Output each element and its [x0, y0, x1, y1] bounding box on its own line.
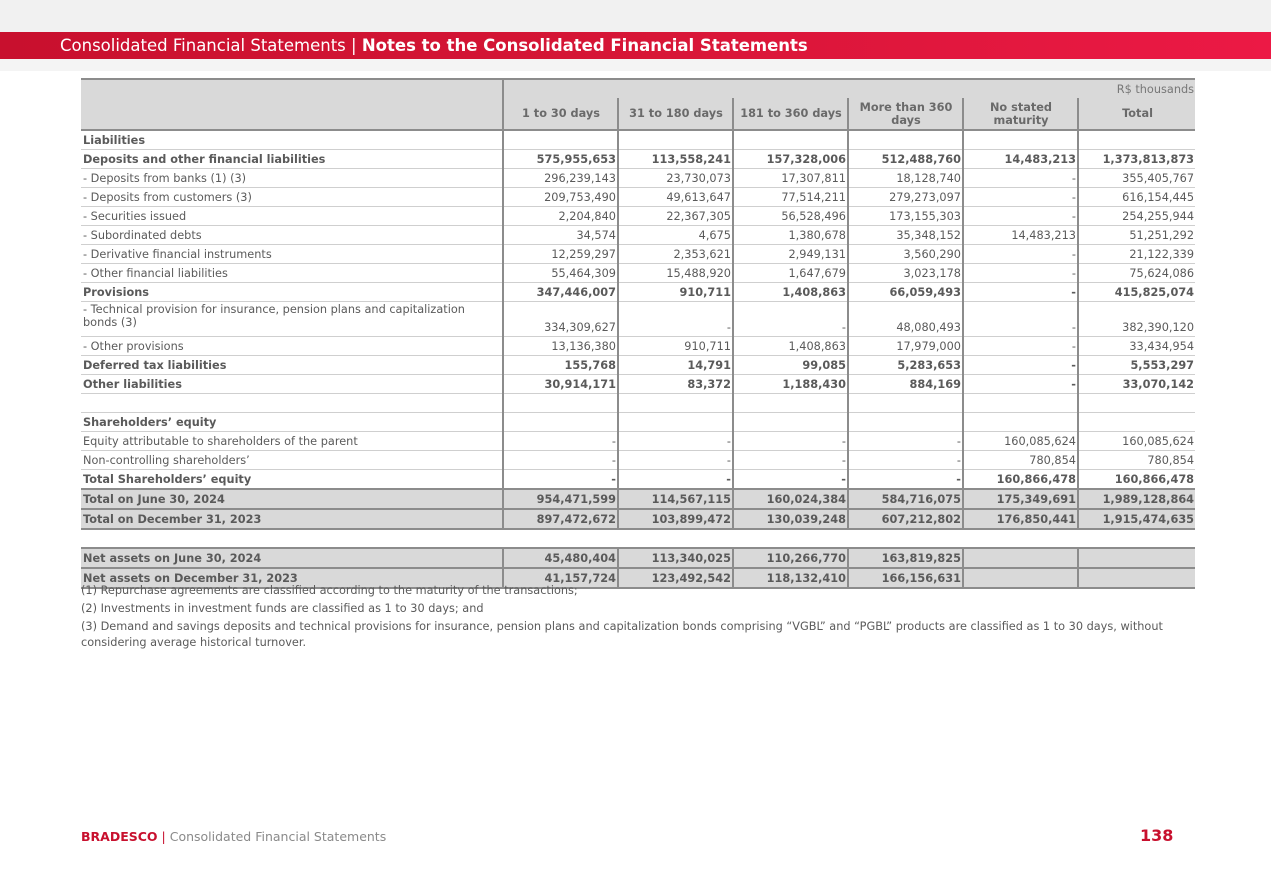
cell: 910,711 [618, 283, 733, 302]
row-label: - Technical provision for insurance, pension plans and capitalization bonds (3) [81, 302, 503, 337]
footnotes [81, 583, 1181, 653]
row-label: Total on December 31, 2023 [81, 509, 503, 529]
cell: 512,488,760 [848, 150, 963, 169]
cell: 584,716,075 [848, 489, 963, 509]
cell: 347,446,007 [503, 283, 618, 302]
cell: - [963, 337, 1078, 356]
banner-title: Notes to the Consolidated Financial Statements [361, 36, 808, 55]
cell: 2,353,621 [618, 245, 733, 264]
cell: 15,488,920 [618, 264, 733, 283]
table-row [81, 169, 1195, 188]
cell: - [503, 470, 618, 490]
cell: 51,251,292 [1078, 226, 1195, 245]
table-row [81, 130, 1195, 150]
cell: 99,085 [733, 356, 848, 375]
row-label: Non-controlling shareholders’ [81, 451, 503, 470]
cell: - [963, 188, 1078, 207]
cell: 780,854 [963, 451, 1078, 470]
cell: 55,464,309 [503, 264, 618, 283]
cell: 56,528,496 [733, 207, 848, 226]
cell: 34,574 [503, 226, 618, 245]
cell: 575,955,653 [503, 150, 618, 169]
footer-subtitle: Consolidated Financial Statements [169, 829, 387, 844]
table-header-unit-row [81, 79, 1195, 98]
cell: 33,070,142 [1078, 375, 1195, 394]
cell: - [963, 375, 1078, 394]
cell: 1,188,430 [733, 375, 848, 394]
table-row [81, 226, 1195, 245]
cell: 2,949,131 [733, 245, 848, 264]
row-label: Equity attributable to shareholders of the parent [81, 432, 503, 451]
table-row [81, 356, 1195, 375]
cell: 1,408,863 [733, 337, 848, 356]
cell: - [618, 451, 733, 470]
cell: 66,059,493 [848, 283, 963, 302]
table-row [81, 451, 1195, 470]
cell: - [618, 470, 733, 490]
cell: 155,768 [503, 356, 618, 375]
cell: 163,819,825 [848, 548, 963, 568]
cell: 23,730,073 [618, 169, 733, 188]
cell: 4,675 [618, 226, 733, 245]
cell: - [733, 470, 848, 490]
cell: 1,989,128,864 [1078, 489, 1195, 509]
table-row [81, 432, 1195, 451]
cell: 75,624,086 [1078, 264, 1195, 283]
cell: 118,132,410 [733, 568, 848, 588]
cell: - [963, 356, 1078, 375]
page-footer [81, 829, 386, 844]
footnote-1: (1) Repurchase agreements are classified according to the maturity of the transactions; [81, 584, 578, 597]
cell [963, 548, 1078, 568]
footer-brand: BRADESCO [81, 829, 158, 844]
row-label: - Deposits from customers (3) [81, 188, 503, 207]
row-label: Total on June 30, 2024 [81, 489, 503, 509]
cell: 157,328,006 [733, 150, 848, 169]
cell: - [733, 451, 848, 470]
row-label: Deposits and other financial liabilities [81, 150, 503, 169]
liquidity-table [81, 78, 1195, 589]
cell: - [503, 432, 618, 451]
cell: 1,647,679 [733, 264, 848, 283]
banner-separator: | [345, 36, 362, 55]
cell: - [963, 264, 1078, 283]
cell: 209,753,490 [503, 188, 618, 207]
cell: 14,483,213 [963, 150, 1078, 169]
cell: 415,825,074 [1078, 283, 1195, 302]
cell: 382,390,120 [1078, 302, 1195, 337]
cell: 160,866,478 [1078, 470, 1195, 490]
cell: - [963, 302, 1078, 337]
cell: 17,307,811 [733, 169, 848, 188]
cell: 160,085,624 [1078, 432, 1195, 451]
cell: 5,283,653 [848, 356, 963, 375]
cell: - [503, 451, 618, 470]
cell: 110,266,770 [733, 548, 848, 568]
table-row [81, 188, 1195, 207]
cell: - [963, 245, 1078, 264]
row-label: - Securities issued [81, 207, 503, 226]
cell: - [618, 302, 733, 337]
row-label: Other liabilities [81, 375, 503, 394]
cell: 113,340,025 [618, 548, 733, 568]
cell: 3,023,178 [848, 264, 963, 283]
row-label: Total Shareholders’ equity [81, 470, 503, 490]
cell: - [733, 302, 848, 337]
cell: 45,480,404 [503, 548, 618, 568]
cell: 160,085,624 [963, 432, 1078, 451]
net-assets-row [81, 548, 1195, 568]
cell: 1,373,813,873 [1078, 150, 1195, 169]
cell: 954,471,599 [503, 489, 618, 509]
row-label: Shareholders’ equity [81, 413, 503, 432]
col-header-181-360: 181 to 360 days [733, 98, 848, 130]
col-header-no-maturity: No stated maturity [963, 98, 1078, 130]
cell: 83,372 [618, 375, 733, 394]
banner-section: Consolidated Financial Statements [60, 36, 346, 55]
cell: 30,914,171 [503, 375, 618, 394]
cell: 334,309,627 [503, 302, 618, 337]
unit-label: R$ thousands [503, 79, 1195, 98]
cell: 33,434,954 [1078, 337, 1195, 356]
row-label: Net assets on December 31, 2023 [81, 568, 503, 588]
cell: 1,380,678 [733, 226, 848, 245]
cell: 17,979,000 [848, 337, 963, 356]
table-row [81, 150, 1195, 169]
cell: 780,854 [1078, 451, 1195, 470]
cell: 173,155,303 [848, 207, 963, 226]
cell: 296,239,143 [503, 169, 618, 188]
footnote-3: (3) Demand and savings deposits and technical provisions for insurance, pension plans and capitalization bonds comprising “VGBL” and “PGBL” products are classified as 1 to 30 days, without considering average historical turnover. [81, 620, 1163, 649]
row-label: - Subordinated debts [81, 226, 503, 245]
total-row [81, 489, 1195, 509]
row-label: - Other provisions [81, 337, 503, 356]
row-label: Deferred tax liabilities [81, 356, 503, 375]
cell: 18,128,740 [848, 169, 963, 188]
cell: 884,169 [848, 375, 963, 394]
row-label: Provisions [81, 283, 503, 302]
cell: - [963, 283, 1078, 302]
table-gap-row [81, 529, 1195, 548]
table-spacer-row [81, 394, 1195, 413]
table-header-row [81, 98, 1195, 130]
cell: 166,156,631 [848, 568, 963, 588]
banner-shadow [0, 59, 1271, 71]
cell [1078, 548, 1195, 568]
cell: 160,024,384 [733, 489, 848, 509]
cell: 41,157,724 [503, 568, 618, 588]
col-header-total: Total [1078, 98, 1195, 130]
cell: - [733, 432, 848, 451]
section-banner [0, 32, 1271, 59]
table-row [81, 413, 1195, 432]
cell: 48,080,493 [848, 302, 963, 337]
cell: 355,405,767 [1078, 169, 1195, 188]
cell: 14,791 [618, 356, 733, 375]
cell: 77,514,211 [733, 188, 848, 207]
cell: 607,212,802 [848, 509, 963, 529]
col-header-1-30: 1 to 30 days [503, 98, 618, 130]
cell: 175,349,691 [963, 489, 1078, 509]
cell: 3,560,290 [848, 245, 963, 264]
cell: 897,472,672 [503, 509, 618, 529]
total-row [81, 509, 1195, 529]
cell: - [848, 432, 963, 451]
cell: 910,711 [618, 337, 733, 356]
cell: 12,259,297 [503, 245, 618, 264]
col-header-over-360: More than 360 days [848, 98, 963, 130]
table-row [81, 207, 1195, 226]
cell: 14,483,213 [963, 226, 1078, 245]
cell: 1,408,863 [733, 283, 848, 302]
table-row [81, 302, 1195, 337]
cell: 130,039,248 [733, 509, 848, 529]
footer-separator: | [157, 829, 170, 844]
table-row [81, 337, 1195, 356]
table-row [81, 375, 1195, 394]
cell: 22,367,305 [618, 207, 733, 226]
cell: - [848, 470, 963, 490]
cell: 103,899,472 [618, 509, 733, 529]
cell: - [963, 207, 1078, 226]
cell: 5,553,297 [1078, 356, 1195, 375]
cell: 160,866,478 [963, 470, 1078, 490]
cell: 2,204,840 [503, 207, 618, 226]
cell: 176,850,441 [963, 509, 1078, 529]
cell: - [848, 451, 963, 470]
page-number: 138 [1140, 826, 1174, 845]
table-row [81, 283, 1195, 302]
cell: 113,558,241 [618, 150, 733, 169]
cell: 13,136,380 [503, 337, 618, 356]
cell: 254,255,944 [1078, 207, 1195, 226]
cell: 114,567,115 [618, 489, 733, 509]
footnote-2: (2) Investments in investment funds are classified as 1 to 30 days; and [81, 602, 484, 615]
table-row [81, 245, 1195, 264]
row-label: Net assets on June 30, 2024 [81, 548, 503, 568]
row-label: - Deposits from banks (1) (3) [81, 169, 503, 188]
row-label: - Derivative financial instruments [81, 245, 503, 264]
cell: 279,273,097 [848, 188, 963, 207]
cell: - [618, 432, 733, 451]
cell: 21,122,339 [1078, 245, 1195, 264]
cell: 35,348,152 [848, 226, 963, 245]
col-header-31-180: 31 to 180 days [618, 98, 733, 130]
cell: 616,154,445 [1078, 188, 1195, 207]
cell: 123,492,542 [618, 568, 733, 588]
cell: 49,613,647 [618, 188, 733, 207]
row-label: - Other financial liabilities [81, 264, 503, 283]
cell: - [963, 169, 1078, 188]
top-margin [0, 0, 1271, 32]
cell: 1,915,474,635 [1078, 509, 1195, 529]
table-row [81, 470, 1195, 490]
row-label: Liabilities [81, 130, 503, 150]
table-row [81, 264, 1195, 283]
